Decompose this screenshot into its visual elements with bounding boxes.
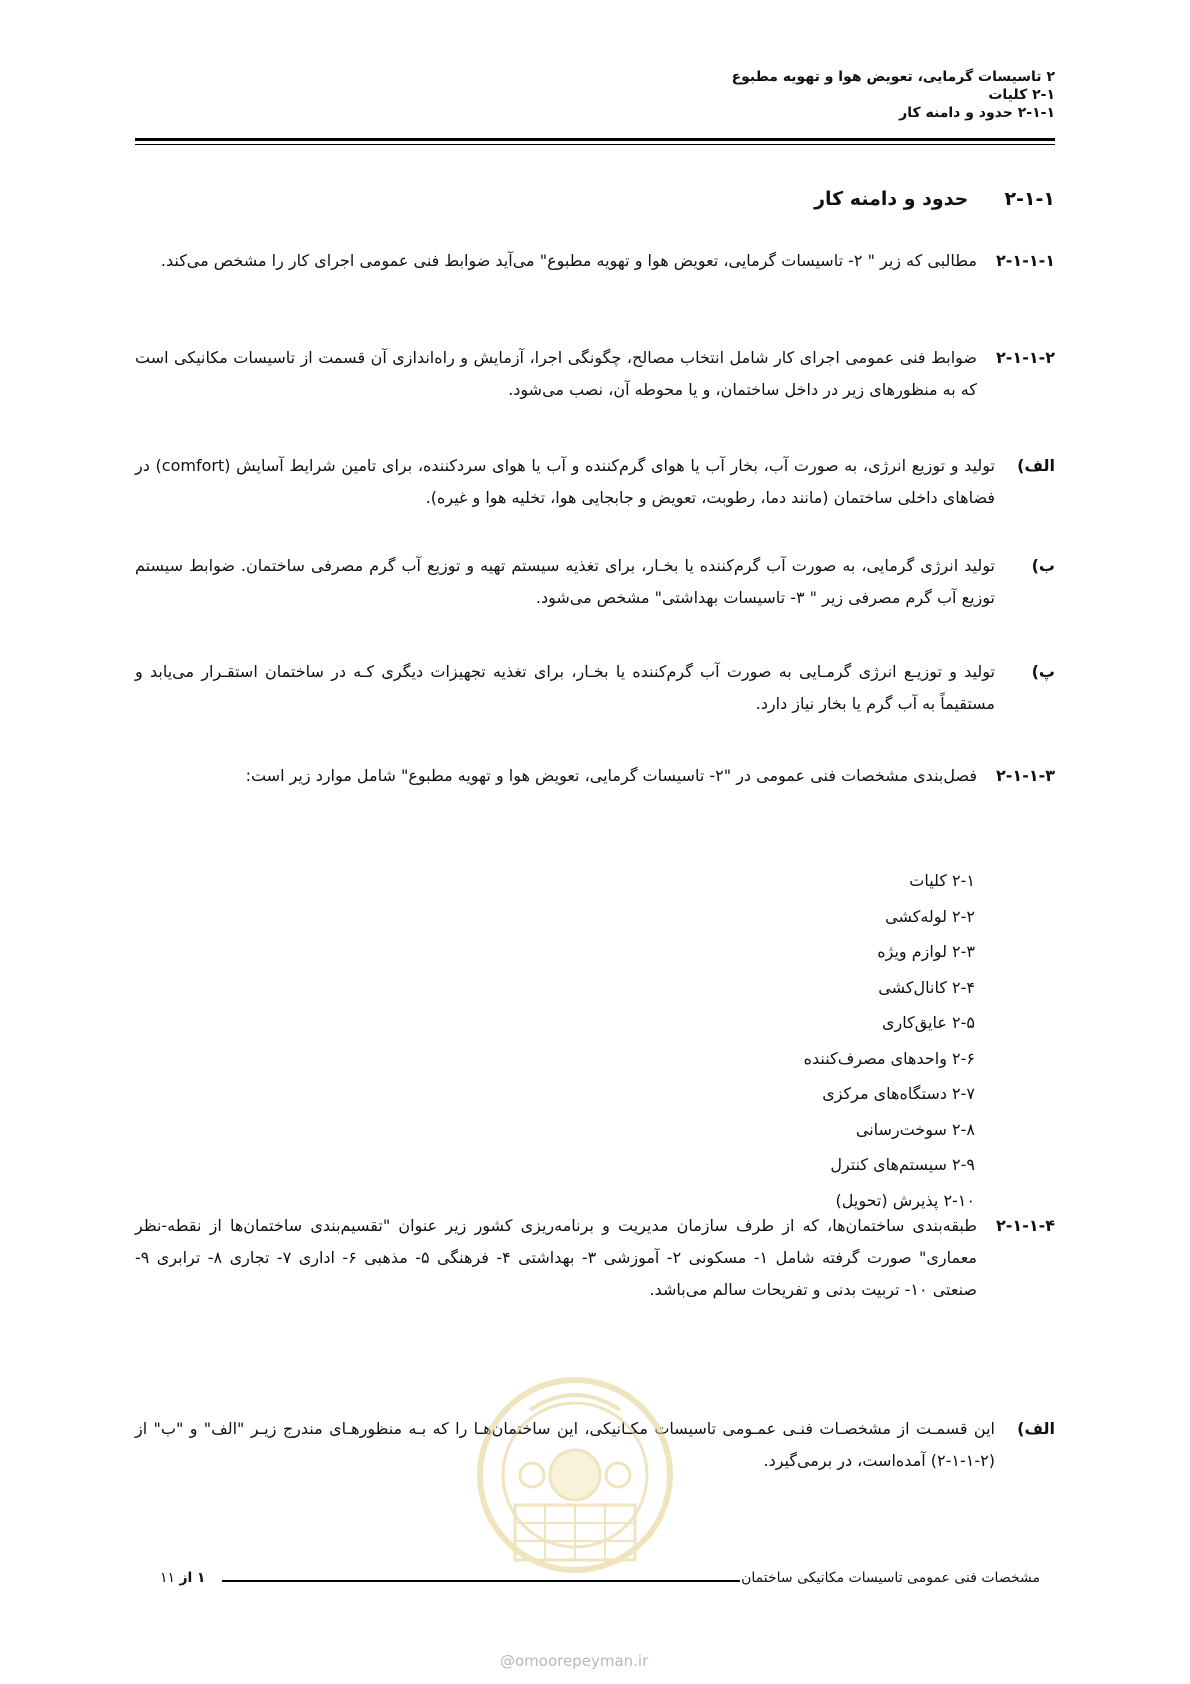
watermark-seal bbox=[470, 1365, 680, 1595]
page-number bbox=[160, 1570, 205, 1586]
item-text: تولید انرژی گرمایی، به صورت آب گرم‌کننده یا بخـار، برای تغذیه سیستم تهیه و توزیع آب گرم مصرفی ساختمان. ضوابط سیستم توزیع آب گرم مصرفی زیر " ۳- تاسیسات بهداشتی" مشخص می‌شود. bbox=[135, 556, 995, 607]
item-text: تولید و توزیع انرژی، به صورت آب، بخار آب یا هوای گرم‌کننده و آب یا هوای سردکننده، برای تامین شرایط آسایش (comfort) در فضاهای داخلی ساختمان (مانند دما، رطوبت، تعویض و جابجایی هوا، تخلیه هوا و غیره). bbox=[135, 456, 996, 507]
item-text: این قسمـت از مشخصـات فنـی عمـومی تاسیسات مکـانیکی، این ساختمان‌هـا را که بـه منظورهـای مندرج زیـر "الف" و "ب" از (۲-۱-۱-۲) آمده‌است، در برمی‌گیرد. bbox=[135, 1419, 995, 1470]
clause-number: ۲-۱-۱-۲ bbox=[996, 348, 1055, 367]
clause-paragraph bbox=[135, 760, 1055, 792]
page-current: ۱ bbox=[196, 1570, 206, 1586]
header-rule-thin bbox=[135, 144, 1055, 145]
chapter-item: ۲-۵ عایق‌کاری bbox=[881, 1013, 975, 1032]
chapter-item: ۲-۶ واحدهای مصرف‌کننده bbox=[803, 1048, 975, 1068]
list-item bbox=[135, 450, 1055, 514]
clause-paragraph bbox=[135, 1210, 1055, 1306]
header-chapter: ۲ تاسیسات گرمایی، تعویض هوا و تهویه مطبوع bbox=[731, 69, 1055, 85]
running-header bbox=[732, 68, 1055, 122]
footer-book-title: مشخصات فنی عمومی تاسیسات مکانیکی ساختمان bbox=[741, 1570, 1040, 1586]
chapter-item: ۲-۱۰ پذیرش (تحویل) bbox=[835, 1190, 975, 1210]
chapter-item: ۲-۸ سوخت‌رسانی bbox=[855, 1119, 975, 1139]
chapter-item: ۲-۱ کلیات bbox=[909, 871, 975, 890]
watermark-site-text: @omoorepeyman.ir bbox=[500, 1652, 649, 1670]
item-label: پ) bbox=[1031, 662, 1055, 681]
chapter-item: ۲-۲ لوله‌کشی bbox=[885, 906, 975, 926]
chapter-list bbox=[804, 863, 975, 1218]
clause-number: ۲-۱-۱-۴ bbox=[996, 1216, 1055, 1235]
page-of: از bbox=[179, 1570, 193, 1586]
chapter-item: ۲-۳ لوازم ویژه bbox=[877, 942, 975, 961]
item-label: الف) bbox=[1017, 1419, 1055, 1438]
item-label: ب) bbox=[1031, 556, 1055, 575]
section-number: ۲-۱-۱ bbox=[1004, 188, 1055, 210]
page-total: ۱۱ bbox=[160, 1570, 176, 1586]
chapter-item: ۲-۷ دستگاه‌های مرکزی bbox=[822, 1084, 975, 1103]
clause-number: ۲-۱-۱-۳ bbox=[996, 766, 1055, 785]
clause-paragraph bbox=[135, 245, 1055, 277]
clause-text: فصل‌بندی مشخصات فنی عمومی در "۲- تاسیسات گرمایی، تعویض هوا و تهویه مطبوع" شامل موارد زیر است: bbox=[245, 766, 977, 785]
clause-number: ۲-۱-۱-۱ bbox=[996, 251, 1055, 270]
list-item bbox=[135, 550, 1055, 614]
clause-text: ضوابط فنی عمومی اجرای کار شامل انتخاب مصالح، چگونگی اجرا، آزمایش و راه‌اندازی آن قسمت از تاسیسات مکانیکی است که به منظورهای زیر در داخل ساختمان، و یا محوطه آن، نصب می‌شود. bbox=[135, 348, 977, 399]
item-label: الف) bbox=[1017, 456, 1055, 475]
header-rule-thick bbox=[135, 138, 1055, 141]
clause-paragraph bbox=[135, 342, 1055, 406]
section-heading bbox=[814, 188, 1055, 210]
header-subsection: ۲-۱-۱ حدود و دامنه کار bbox=[899, 105, 1055, 121]
section-title: حدود و دامنه کار bbox=[814, 188, 969, 210]
list-item bbox=[135, 656, 1055, 720]
item-text: تولید و توزیـع انرژی گرمـایی به صورت آب گرم‌کننده یا بخـار، برای تغذیه تجهیزات دیگری کـه در ساختمان استقـرار می‌یابد و مستقیماً به آب گرم یا بخار نیاز دارد. bbox=[135, 662, 995, 713]
chapter-item: ۲-۴ کانال‌کشی bbox=[878, 977, 975, 997]
clause-text: مطالبی که زیر " ۲- تاسیسات گرمایی، تعویض هوا و تهویه مطبوع" می‌آید ضوابط فنی عمومی اجرای کار را مشخص می‌کند. bbox=[160, 251, 977, 270]
header-section: ۲-۱ کلیات bbox=[988, 87, 1055, 103]
clause-text: طبقه‌بندی ساختمان‌ها، که از طرف سازمان مدیریت و برنامه‌ریزی کشور زیر عنوان "تقسیم‌بندی ساختمان‌ها از نقطه-نظر معماری" صورت گرفته شامل ۱- مسکونی ۲- آموزشی ۳- بهداشتی ۴- فرهنگی ۵- مذهبی ۶- اداری ۷- تجاری ۸- ترابری ۹- صنعتی ۱۰- تربیت بدنی و تفریحات سالم می‌باشد. bbox=[135, 1216, 977, 1299]
chapter-item: ۲-۹ سیستم‌های کنترل bbox=[830, 1155, 975, 1174]
footer-rule bbox=[222, 1580, 740, 1582]
